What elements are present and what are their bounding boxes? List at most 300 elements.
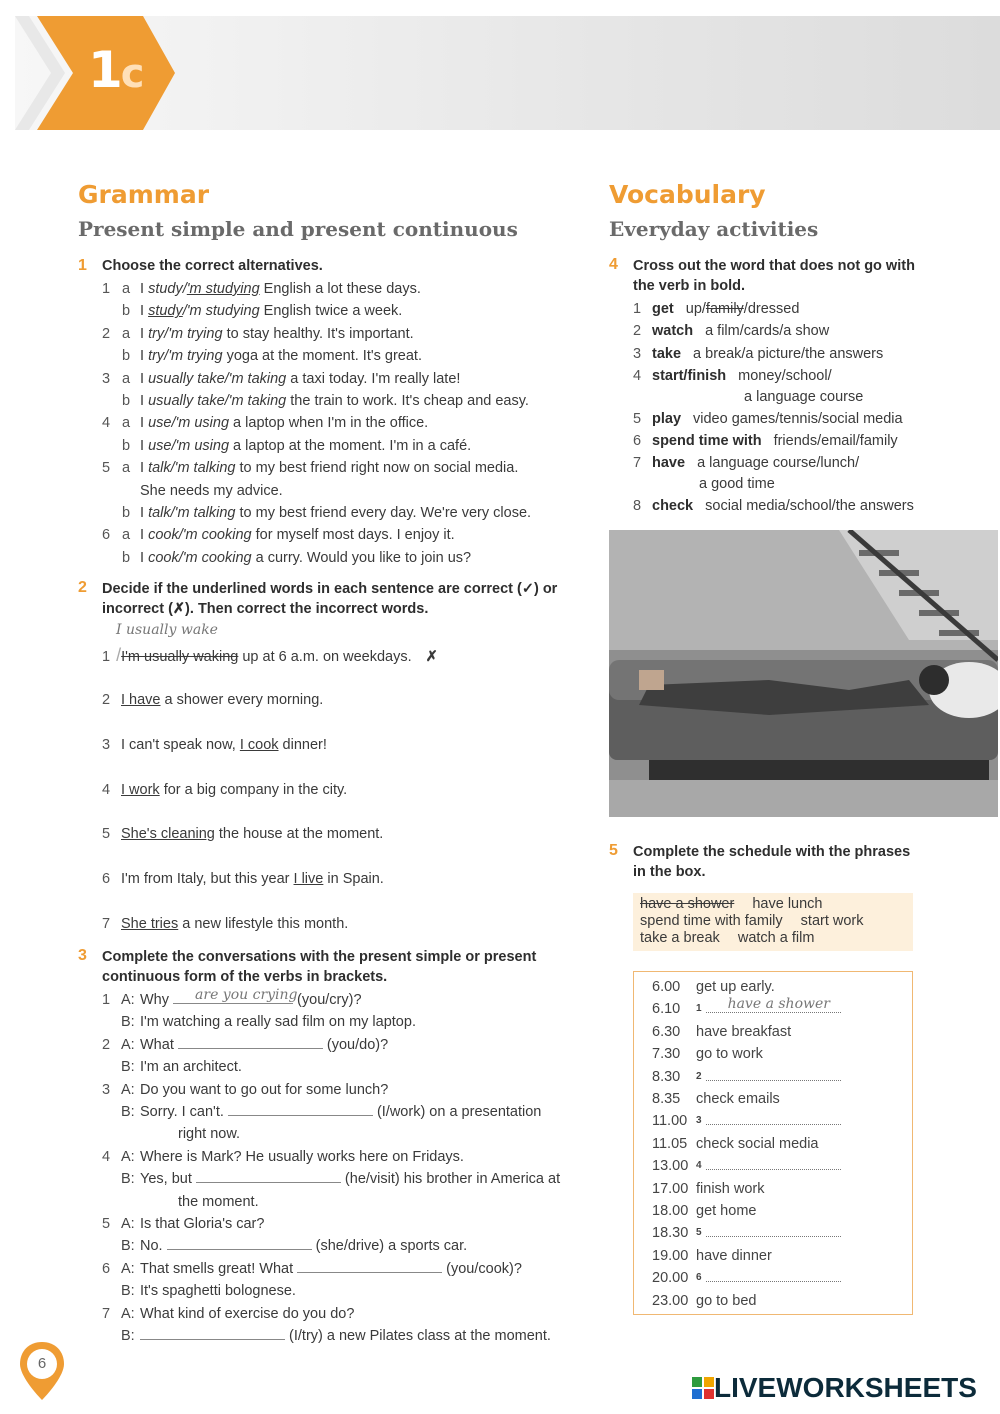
bold-verb: play (652, 410, 682, 427)
schedule-time: 18.00 (652, 1203, 689, 1219)
speaker: B: (121, 1283, 135, 1300)
exercise-3-line (102, 1304, 354, 1324)
phrase: take a break (640, 930, 720, 946)
item-number: 8 (633, 497, 642, 514)
sentence-end: dinner! (278, 736, 327, 753)
answer-blank[interactable] (196, 1169, 341, 1183)
separator: / (164, 348, 169, 365)
vocabulary-title: Vocabulary (609, 180, 766, 209)
line-text: What kind of exercise do you do? (140, 1305, 355, 1322)
logo-mark (692, 1377, 714, 1399)
alternative-1: cook (148, 549, 179, 566)
sentence-start: I (140, 437, 149, 454)
separator: / (178, 527, 183, 544)
schedule-activity: check emails (696, 1091, 780, 1107)
phrase-box (633, 893, 913, 951)
exercise-1-line (102, 346, 422, 366)
schedule-time: 20.00 (652, 1270, 689, 1287)
line-text: Sorry. I can't. (140, 1104, 228, 1120)
line-text: I'm an architect. (140, 1059, 242, 1076)
item-letter: b (122, 393, 131, 409)
item-number: 6 (102, 871, 111, 888)
grammar-subtitle: Present simple and present continuous (78, 217, 518, 241)
exercise-2-number: 2 (78, 579, 87, 596)
speaker: B: (121, 1171, 135, 1188)
item-letter: b (122, 303, 131, 320)
sentence-start: I (140, 460, 149, 477)
item-number: 3 (633, 345, 642, 362)
alternative-1: talk (148, 460, 171, 477)
item-letter: a (122, 370, 131, 387)
exercise-2-item (102, 735, 327, 755)
sentence-start: I can't speak now, (121, 736, 240, 753)
schedule-row (634, 1200, 912, 1222)
answer-blank[interactable] (167, 1236, 312, 1250)
vocabulary-subtitle: Everyday activities (609, 217, 819, 241)
line-text: the moment. (178, 1193, 259, 1210)
schedule-row (634, 1066, 912, 1088)
line-text: right now. (178, 1126, 241, 1143)
collocations: a film/cards/a show (705, 323, 830, 340)
grammar-title: Grammar (78, 180, 210, 209)
phrase: have lunch (752, 896, 823, 912)
item-number: 3 (102, 370, 111, 387)
schedule-activity: have dinner (696, 1247, 772, 1264)
answer-blank[interactable] (178, 1035, 323, 1049)
alternative-1: usually take (148, 370, 225, 387)
speaker: A: (121, 1148, 135, 1165)
alternative-2: 'm using (175, 415, 230, 432)
sentence-start: I (140, 370, 149, 387)
schedule-row (634, 1290, 912, 1312)
sentence-end: a laptop when I'm in the office. (229, 415, 429, 432)
exercise-2-example: 1 /I'm usually waking up at 6 a.m. on weekdays. ✗ (102, 645, 438, 665)
item-number: 4 (633, 368, 642, 385)
schedule-time: 6.00 (652, 979, 681, 995)
bold-verb: start/finish (652, 368, 727, 385)
alternative-2: 'm trying (168, 325, 223, 342)
item-number: 5 (102, 826, 111, 843)
exercise-3-line (102, 1080, 388, 1100)
sentence-end: to my best friend right now on social media. (235, 460, 519, 477)
phrase: watch a film (737, 930, 815, 946)
sentence-start: I (140, 325, 149, 342)
schedule-answer-blank[interactable] (706, 996, 841, 1013)
sentence-end: the train to work. It's cheap and easy. (286, 393, 529, 409)
separator: / (170, 505, 175, 521)
schedule-row (634, 1245, 912, 1267)
schedule-answer-blank[interactable] (706, 1223, 841, 1237)
exercise-2-item (102, 869, 384, 889)
schedule-row (634, 1088, 912, 1110)
item-number: 2 (102, 325, 111, 342)
sentence-start: I'm from Italy, but this year (121, 871, 294, 888)
sentence-end: to my best friend every day. We're very close. (235, 505, 532, 521)
schedule-gap (696, 998, 841, 1020)
item-number: 1 (633, 301, 642, 317)
schedule-time: 8.30 (652, 1068, 681, 1085)
schedule-gap (696, 1267, 841, 1289)
line-text-end: (you/cry)? (293, 992, 362, 1008)
exercise-3-line (102, 1147, 464, 1167)
crossed-out-word: family (705, 301, 744, 317)
exercise-3-line (140, 1124, 240, 1144)
collocations: a language course/lunch/ (697, 455, 860, 472)
item-number: 4 (102, 781, 111, 798)
bold-verb: watch (652, 323, 694, 340)
alternative-1: use (148, 415, 172, 432)
item-number: 2 (102, 692, 111, 708)
exercise-3-line (102, 1236, 467, 1256)
exercise-2-instruction-1: Decide if the underlined words in each sentence are correct (✓) or (102, 581, 558, 597)
speaker: A: (121, 1305, 135, 1322)
exercise-1-line (102, 279, 421, 299)
sentence-end: a new lifestyle this month. (178, 916, 349, 932)
speaker: A: (121, 1081, 135, 1098)
sentence-end: yoga at the moment. It's great. (222, 348, 422, 365)
collocations-continued: a good time (699, 475, 775, 492)
alternative-2: 'm studying (186, 303, 260, 320)
line-text: Is that Gloria's car? (140, 1216, 265, 1232)
exercise-3-line (102, 1281, 296, 1301)
sentence-start: I (140, 505, 149, 521)
exercise-3-line (140, 1192, 259, 1212)
line-text: Do you want to go out for some lunch? (140, 1081, 389, 1098)
sentence-end: a laptop at the moment. I'm in a café. (229, 437, 472, 454)
separator: / (171, 437, 176, 454)
schedule-activity: get home (696, 1203, 757, 1219)
exercise-1-header: 1 (78, 257, 87, 274)
schedule-activity: get up early. (696, 979, 775, 995)
exercise-2-item (102, 690, 323, 710)
gap-number: 5 (696, 1227, 702, 1239)
schedule-time: 18.30 (652, 1225, 689, 1242)
bold-verb: have (652, 455, 686, 472)
item-letter: b (122, 437, 131, 454)
schedule-activity: finish work (696, 1180, 765, 1197)
exercise-1-instruction: Choose the correct alternatives. (102, 258, 323, 274)
schedule-time: 19.00 (652, 1247, 689, 1264)
exercise-3-line (102, 1169, 560, 1189)
separator: / (182, 281, 187, 297)
photo-man-on-sofa (609, 530, 998, 817)
exercise-1-line (102, 391, 529, 411)
exercise-1-line (102, 436, 471, 456)
exercise-4-item (633, 431, 898, 451)
schedule-activity: have breakfast (696, 1023, 792, 1040)
exercise-3-line (102, 1035, 388, 1055)
speaker: B: (121, 1328, 135, 1344)
line-text: I'm watching a really sad film on my laptop. (140, 1014, 416, 1031)
bold-verb: spend time with (652, 433, 762, 449)
line-text-end: (she/drive) a sports car. (311, 1238, 468, 1255)
exercise-4-item (633, 453, 859, 473)
schedule-gap (696, 1222, 841, 1244)
speaker: B: (121, 1059, 135, 1076)
exercise-3-line (102, 1214, 264, 1234)
collocations: friends/email/family (773, 433, 898, 449)
schedule-gap (696, 1155, 841, 1177)
separator: / (224, 370, 229, 387)
schedule-row (634, 1267, 912, 1289)
sentence-start: I (140, 549, 149, 566)
item-letter: b (122, 549, 131, 566)
schedule-activity: check social media (696, 1135, 819, 1152)
alternative-1: usually take (148, 393, 225, 409)
collocations-end: /dressed (743, 301, 800, 317)
sentence-start: I (140, 281, 149, 297)
item-number: 6 (633, 433, 642, 449)
answer-blank[interactable] (173, 987, 298, 1004)
gap-number: 4 (696, 1160, 702, 1172)
exercise-2-item (102, 780, 347, 800)
alternative-1: study (148, 303, 183, 320)
line-text: No. (140, 1238, 167, 1255)
schedule-answer-blank[interactable] (706, 1268, 841, 1282)
exercise-1-line (102, 301, 402, 321)
alternative-2: 'm using (175, 437, 230, 454)
exercise-4-item (633, 409, 903, 429)
line-text-end: (I/work) on a presentation (372, 1104, 542, 1120)
line-text-end: (he/visit) his brother in America at (340, 1171, 561, 1188)
collocations-continued: a language course (744, 388, 864, 405)
schedule-time: 8.35 (652, 1091, 681, 1107)
alternative-2: 'm cooking (182, 527, 252, 544)
schedule-time: 7.30 (652, 1046, 681, 1063)
alternative-1: try (148, 348, 165, 365)
item-number: 1 (102, 992, 111, 1008)
schedule-row (634, 1178, 912, 1200)
schedule-box (633, 971, 913, 1315)
exercise-4-instruction-2: the verb in bold. (633, 278, 745, 294)
underlined-words: I cook (239, 736, 279, 753)
exercise-1-line (102, 413, 428, 433)
sentence-end: for myself most days. I enjoy it. (251, 527, 455, 544)
gap-number: 3 (696, 1115, 702, 1127)
speaker: A: (121, 1036, 135, 1053)
exercise-2-item (102, 824, 383, 844)
schedule-row (634, 1133, 912, 1155)
exercise-4-item (633, 344, 883, 364)
schedule-gap (696, 1066, 841, 1088)
schedule-answer: have a shower (727, 996, 830, 1013)
item-letter: a (122, 527, 131, 544)
line-text: What (140, 1036, 178, 1053)
collocations: a break/a picture/the answers (693, 345, 884, 362)
underlined-words: I have (121, 692, 161, 708)
alternative-1: talk (148, 505, 171, 521)
item-letter: b (122, 505, 131, 521)
item-number: 5 (633, 410, 642, 427)
schedule-time: 6.10 (652, 1001, 681, 1018)
schedule-answer-blank[interactable] (706, 1111, 841, 1125)
exercise-3-line (102, 1326, 551, 1346)
item-number: 1 (102, 281, 111, 297)
underlined-words: She tries (121, 916, 179, 932)
alternative-2: 'm talking (174, 505, 236, 521)
schedule-row (634, 1222, 912, 1244)
underlined-words: I live (293, 871, 324, 888)
exercise-3-line (102, 987, 362, 1010)
exercise-3-line (102, 1259, 522, 1279)
alternative-1: study (148, 281, 183, 297)
exercise-1-line (102, 503, 531, 523)
schedule-row (634, 1110, 912, 1132)
exercise-5-instruction-2: in the box. (633, 864, 706, 880)
item-number: 2 (102, 1036, 111, 1053)
separator: / (178, 549, 183, 566)
line-text: That smells great! What (140, 1260, 298, 1277)
line-text: It's spaghetti bolognese. (140, 1283, 296, 1300)
answer-blank[interactable] (140, 1326, 285, 1340)
exercise-1-line (102, 458, 518, 478)
exercise-4-number: 4 (609, 256, 618, 273)
separator: / (171, 415, 176, 432)
speaker: A: (121, 1216, 135, 1232)
phrase: start work (800, 913, 864, 929)
line-text-end: (you/cook)? (442, 1260, 522, 1277)
exercise-1-line (140, 481, 283, 501)
collocations: money/school/ (738, 368, 832, 385)
underlined-words: She's cleaning (121, 826, 215, 843)
line-text: Yes, but (140, 1171, 196, 1188)
collocations: social media/school/the answers (705, 497, 914, 514)
line-text-end: (you/do)? (322, 1036, 389, 1053)
exercise-5-instruction-1: Complete the schedule with the phrases (633, 844, 911, 860)
gap-number: 1 (696, 1003, 702, 1015)
item-letter: a (122, 281, 131, 297)
exercise-4-item (633, 366, 832, 386)
answer-blank[interactable] (228, 1102, 373, 1116)
exercise-3-number: 3 (78, 947, 87, 964)
separator: / (182, 303, 187, 320)
exercise-2-example-answer: I usually wake (116, 622, 218, 638)
collocations: video games/tennis/social media (693, 410, 903, 427)
example-answer: are you crying (195, 987, 298, 1003)
sentence-end: a curry. Would you like to join us? (251, 549, 472, 566)
sentence-start: I (140, 527, 149, 544)
sentence-end: a shower every morning. (160, 692, 324, 708)
schedule-row (634, 998, 912, 1020)
schedule-row (634, 1021, 912, 1043)
schedule-time: 11.05 (652, 1135, 688, 1152)
sentence-start: I (140, 348, 149, 365)
speaker: B: (121, 1238, 135, 1255)
sentence-end: for a big company in the city. (159, 781, 348, 798)
bold-verb: take (652, 345, 682, 362)
item-number: 4 (102, 415, 111, 432)
item-number: 3 (102, 1081, 111, 1098)
phrase: spend time with family (640, 913, 783, 929)
exercise-1-line (102, 548, 471, 568)
exercise-3-instruction-1: Complete the conversations with the present simple or present (102, 949, 537, 965)
line-text: Where is Mark? He usually works here on Fridays. (140, 1148, 464, 1165)
schedule-row (634, 1155, 912, 1177)
schedule-time: 23.00 (652, 1292, 689, 1309)
exercise-1-line (102, 525, 455, 545)
item-number: 6 (102, 527, 111, 544)
alternative-2: 'm studying (186, 281, 260, 297)
schedule-activity: go to work (696, 1046, 763, 1063)
exercise-3-line (102, 1102, 541, 1122)
schedule-time: 13.00 (652, 1158, 689, 1175)
item-number: 7 (102, 1305, 111, 1322)
collocations: up/ (685, 301, 706, 317)
alternative-2: 'm cooking (182, 549, 252, 566)
sentence-end: the house at the moment. (214, 826, 384, 843)
exercise-4-item (633, 496, 914, 516)
separator: / (164, 325, 169, 342)
sentence-start: I (140, 415, 149, 432)
sentence-end: to stay healthy. It's important. (222, 325, 414, 342)
alternative-2: 'm talking (174, 460, 236, 477)
exercise-3-line (102, 1057, 242, 1077)
item-number: 5 (102, 460, 111, 477)
sentence-end: in Spain. (323, 871, 384, 888)
page-number: 6 (37, 1355, 47, 1372)
sentence-start: I (140, 303, 149, 320)
schedule-answer-blank[interactable] (706, 1067, 841, 1081)
exercise-2-item (102, 914, 348, 934)
schedule-activity: go to bed (696, 1292, 757, 1309)
alternative-1: use (148, 437, 172, 454)
gap-number: 6 (696, 1272, 702, 1284)
schedule-answer-blank[interactable] (706, 1156, 841, 1170)
item-number: 7 (102, 916, 111, 932)
liveworksheets-logo: LIVEWORKSHEETS (692, 1372, 977, 1404)
sentence-end: a taxi today. I'm really late! (286, 370, 461, 387)
underlined-words: I work (121, 781, 160, 798)
exercise-5-number: 5 (609, 842, 618, 859)
schedule-time: 17.00 (652, 1180, 689, 1197)
schedule-time: 11.00 (652, 1113, 688, 1130)
exercise-4-item (633, 299, 799, 319)
exercise-1-line (102, 369, 460, 389)
item-letter: a (122, 415, 131, 432)
gap-number: 2 (696, 1070, 702, 1082)
alternative-1: try (148, 325, 165, 342)
item-number: 3 (102, 736, 111, 753)
item-number: 7 (633, 455, 642, 472)
sentence-end: She needs my advice. (140, 482, 283, 499)
phrase-struck: have a shower (640, 896, 735, 912)
alternative-1: cook (148, 527, 179, 544)
item-number: 4 (102, 1148, 111, 1165)
exercise-1-line (102, 324, 414, 344)
schedule-time: 6.30 (652, 1023, 681, 1040)
speaker: A: (121, 1260, 135, 1277)
line-text-end: (I/try) a new Pilates class at the moment. (285, 1328, 551, 1344)
alternative-2: 'm trying (168, 348, 223, 365)
bold-verb: check (652, 497, 694, 514)
bold-verb: get (652, 301, 674, 317)
item-letter: b (122, 348, 131, 365)
item-number: 2 (633, 323, 642, 340)
sentence-end: English twice a week. (259, 303, 403, 320)
answer-blank[interactable] (297, 1259, 442, 1273)
exercise-2-instruction-2: incorrect (✗). Then correct the incorrect words. (102, 601, 429, 617)
schedule-gap (696, 1110, 841, 1132)
exercise-3-instruction-2: continuous form of the verbs in brackets. (102, 969, 388, 985)
separator: / (224, 393, 229, 409)
item-number: 6 (102, 1260, 111, 1277)
item-number: 5 (102, 1216, 111, 1232)
exercise-3-line (102, 1012, 416, 1032)
item-letter: a (122, 325, 131, 342)
exercise-4-item (633, 321, 829, 341)
speaker: A: (121, 992, 135, 1008)
sentence-end: English a lot these days. (259, 281, 421, 297)
